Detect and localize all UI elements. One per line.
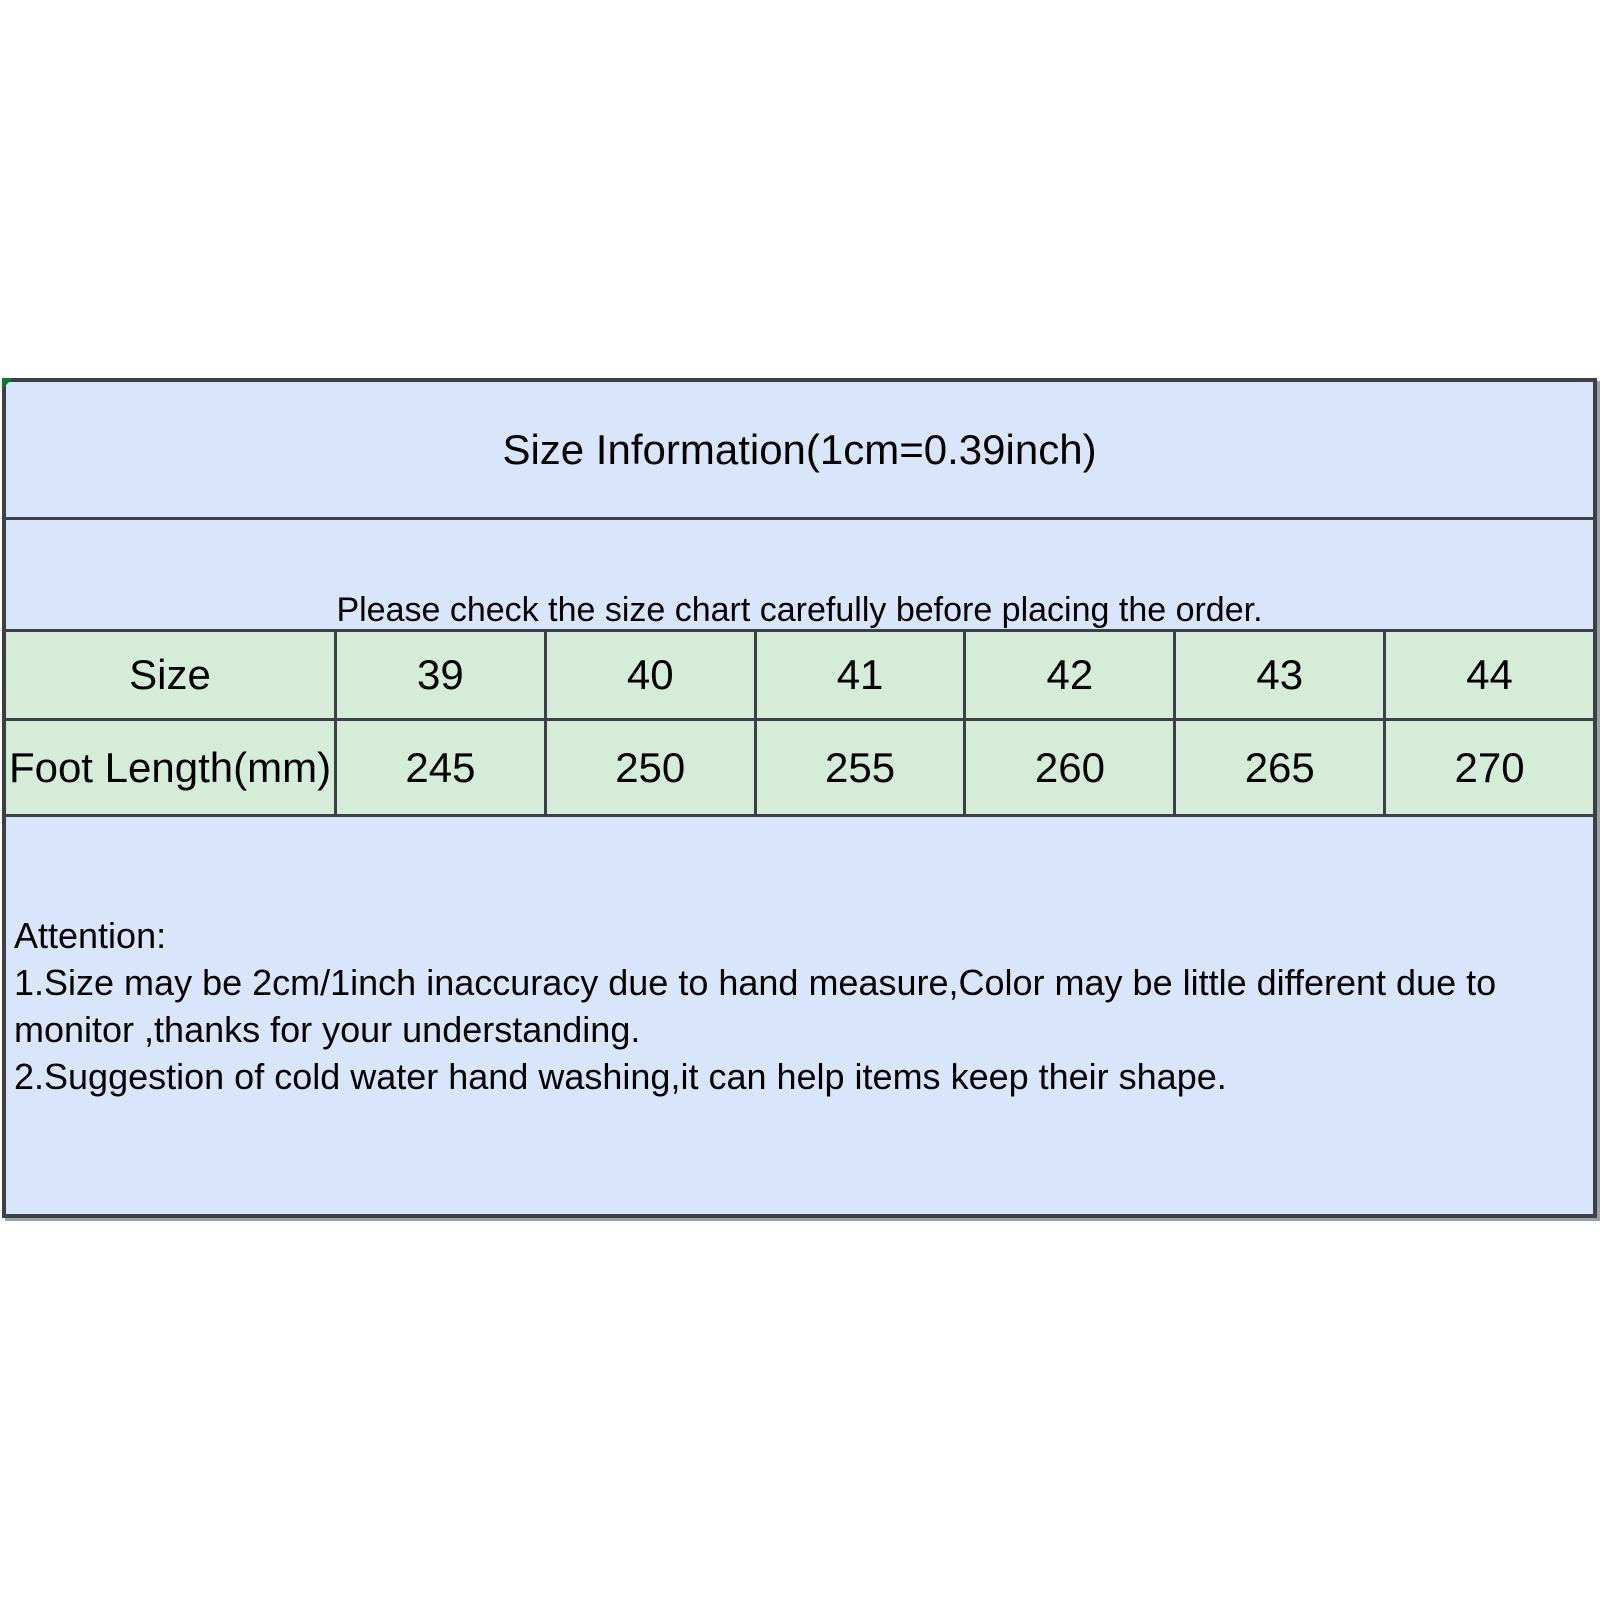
foot-length-cell-39: 245	[334, 721, 544, 814]
foot-length-row-header: Foot Length(mm)	[8, 743, 332, 791]
size-row-header: Size	[129, 651, 211, 698]
attention-note-2: 2.Suggestion of cold water hand washing,it can help items keep their shape.	[14, 1056, 1227, 1097]
foot-length-cell-43: 265	[1173, 721, 1383, 814]
size-cell-39: 39	[334, 632, 544, 718]
corner-wedge-icon	[2, 378, 13, 389]
attention-section	[6, 817, 1593, 1214]
attention-heading: Attention:	[14, 915, 167, 956]
page-title: Size Information(1cm=0.39inch)	[502, 425, 1097, 473]
size-cell-41: 41	[754, 632, 964, 718]
size-cell-42: 42	[963, 632, 1173, 718]
foot-length-row	[6, 721, 1593, 817]
foot-length-cell-42: 260	[963, 721, 1173, 814]
title-row	[6, 382, 1593, 520]
attention-note-1a: 1.Size may be 2cm/1inch inaccuracy due to hand measure,Color may be little different due to	[14, 962, 1497, 1003]
subtitle-row	[6, 520, 1593, 632]
size-row	[6, 632, 1593, 721]
size-cell-44: 44	[1383, 632, 1593, 718]
size-cell-40: 40	[544, 632, 754, 718]
attention-note-1b: monitor ,thanks for your understanding.	[14, 1009, 641, 1050]
foot-length-cell-44: 270	[1383, 721, 1593, 814]
foot-length-cell-41: 255	[754, 721, 964, 814]
size-cell-43: 43	[1173, 632, 1383, 718]
subtitle-text: Please check the size chart carefully before placing the order.	[336, 591, 1263, 629]
size-information-table	[2, 378, 1597, 1218]
foot-length-cell-40: 250	[544, 721, 754, 814]
